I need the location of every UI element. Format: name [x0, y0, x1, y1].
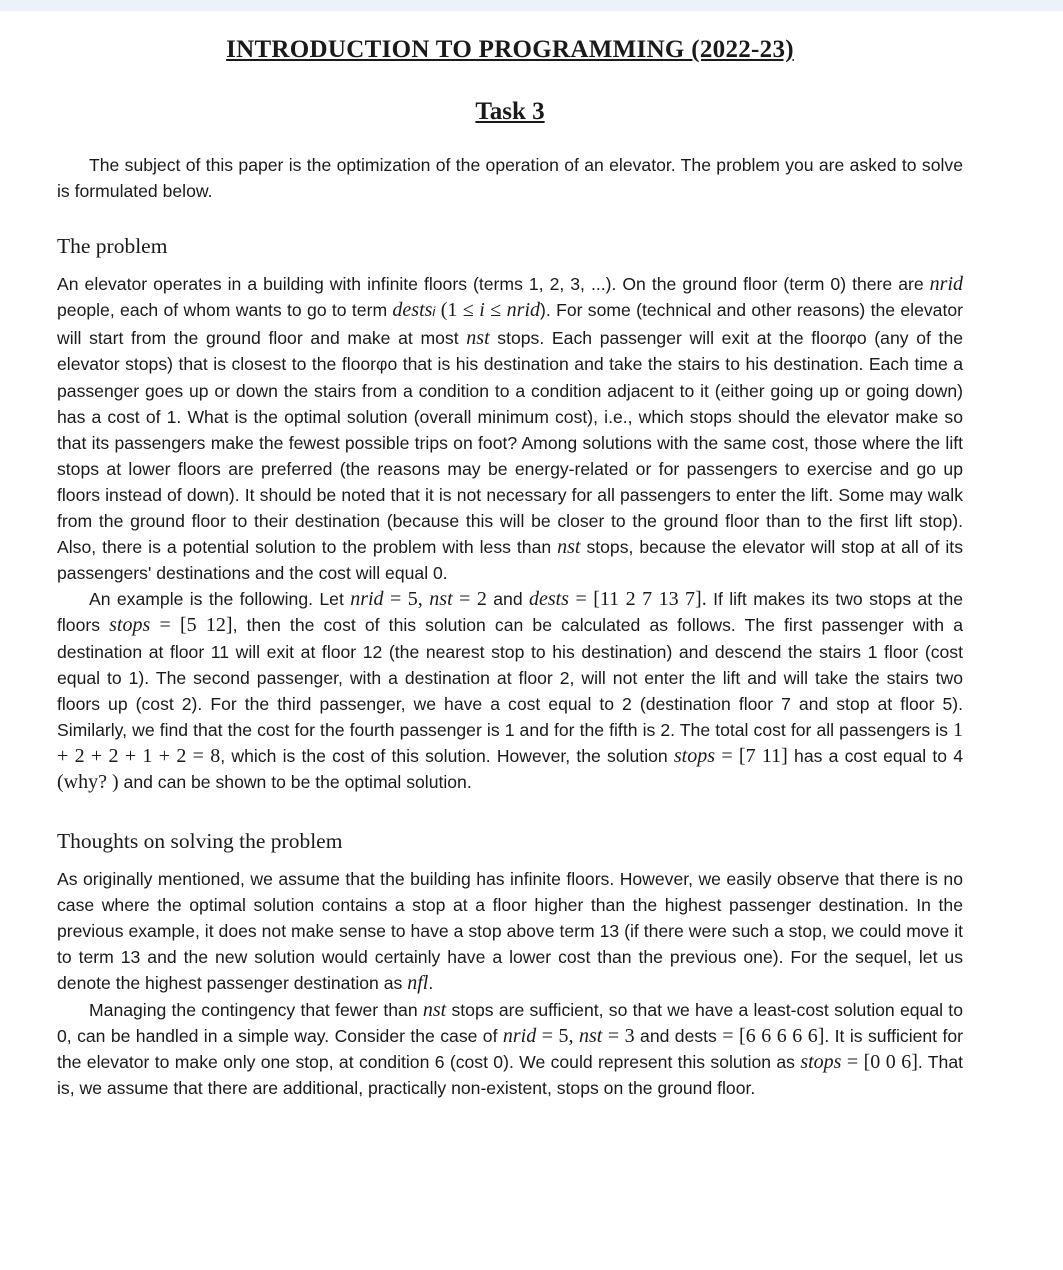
top-bar	[0, 0, 1063, 11]
intro-paragraph: The subject of this paper is the optimization of the operation of an elevator. The problem you are asked to solve is formulated below.	[57, 155, 963, 202]
thoughts-paragraph-1: As originally mentioned, we assume that the building has infinite floors. However, we easily observe that there is no case where the optimal solution contains a stop at a floor higher than the highest passenger destination. In the previous example, it does not make sense to have a stop above term 13 (if there were such a stop, we could move it to term 13 and the new solution would certainly have a lower cost than the previous one). For the sequel, let us denote the highest passenger destination as nfl.	[57, 869, 963, 995]
document-title: INTRODUCTION TO PROGRAMMING (2022-23)	[226, 36, 794, 63]
problem-paragraph-1: An elevator operates in a building with infinite floors (terms 1, 2, 3, ...). On the ground floor (term 0) there are nrid people, each of whom wants to go to term destsi (1 ≤ i ≤ nrid). For some (technical and other reasons) the elevator will start from the ground floor and make at most nst stops. Each passenger will exit at the floorφο (any of the elevator stops) that is closest to the floorφο that is his destination and take the stairs to his destination. Each time a passenger goes up or down the stairs from a condition to a condition adjacent to it (either going up or going down) has a cost of 1. What is the optimal solution (overall minimum cost), i.e., which stops should the elevator make so that its passengers make the fewest possible trips on foot? Among solutions with the same cost, those where the lift stops at lower floors are preferred (the reasons may be energy-related or for passengers to exercise and go up floors instead of down). It should be noted that it is not necessary for all passengers to enter the lift. Some may walk from the ground floor to their destination (because this will be closer to the ground floor than to the first lift stop). Also, there is a potential solution to the problem with less than nst stops, because the elevator will stop at all of its passengers' destinations and the cost will equal 0.	[57, 273, 964, 584]
problem-paragraph-2: An example is the following. Let nrid = 5, nst = 2 and dests = [11 2 7 13 7]. If lift makes its two stops at the floors stops = [5 12], then the cost of this solution can be calculated as follows. The first passenger with a destination at floor 11 will exit at floor 12 (the nearest stop to his destination) and descend the stairs 1 floor (cost equal to 1). The second passenger, with a destination at floor 2, will not enter the lift and will take the stairs two floors up (cost 2). For the third passenger, we have a cost equal to 2 (destination floor 7 and stop at floor 5). Similarly, we find that the cost for the fourth passenger is 1 and for the fifth is 2. The total cost for all passengers is 1 + 2 + 2 + 1 + 2 = 8, which is the cost of this solution. However, the solution stops = [7 11] has a cost equal to 4 (why? ) and can be shown to be the optimal solution.	[57, 588, 964, 793]
section-heading-thoughts: Thoughts on solving the problem	[57, 829, 343, 854]
thoughts-paragraph-2: Managing the contingency that fewer than nst stops are sufficient, so that we have a least-cost solution equal to 0, can be handled in a simple way. Consider the case of nrid = 5, nst = 3 and dests = [6 6 6 6 6]. It is sufficient for the elevator to make only one stop, at condition 6 (cost 0). We could represent this solution as stops = [0 0 6]. That is, we assume that there are additional, practically non-existent, stops on the ground floor.	[57, 998, 963, 1098]
task-subtitle: Task 3	[475, 98, 545, 125]
section-heading-problem: The problem	[57, 234, 168, 259]
document-page	[57, 36, 963, 1101]
